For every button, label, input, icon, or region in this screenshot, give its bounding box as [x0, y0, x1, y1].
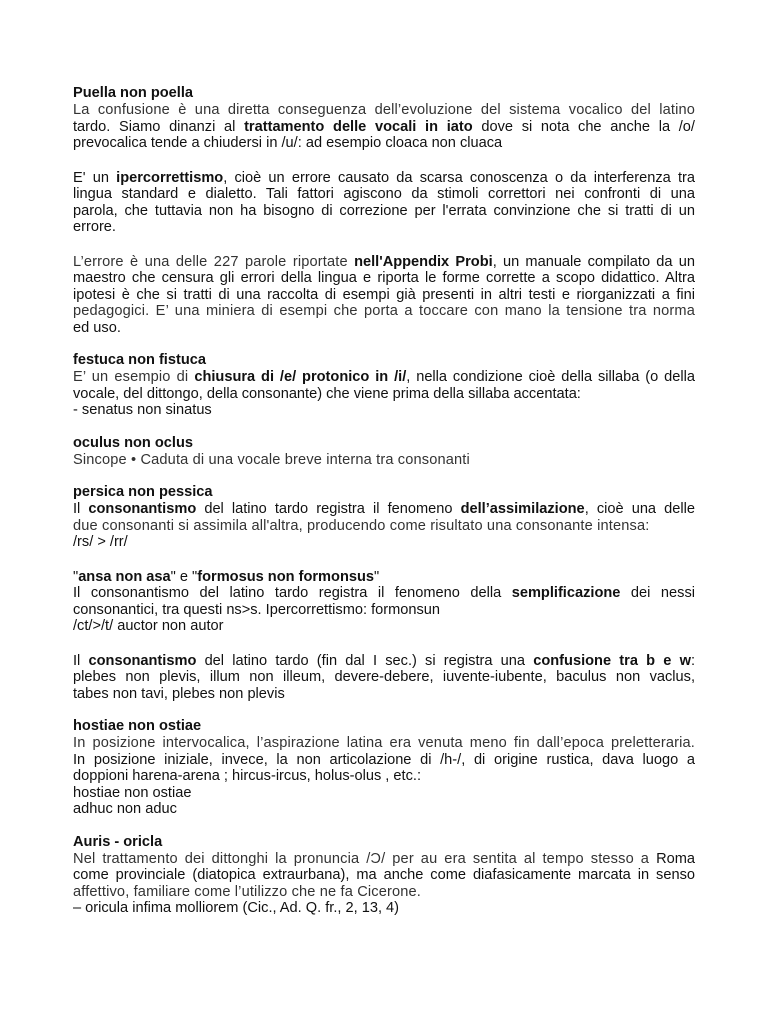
text-line: [73, 669, 695, 686]
text-line: [73, 534, 695, 551]
bold-term: trattamento delle vocali in iato: [244, 118, 473, 135]
text-run: Nel trattamento dei dittonghi la pronuncia /Ɔ/ per au era sentita al tempo stesso a: [73, 850, 657, 867]
text-run: E' un: [73, 169, 117, 186]
paragraph-gap: [73, 152, 695, 170]
text-line: [73, 386, 695, 403]
text-line: [73, 369, 695, 386]
text-line: [73, 686, 695, 703]
text-run: pedagogici. E’ una miniera di esempi che porta a toccare con mano la tensione tra norma: [73, 303, 695, 319]
text-line: [73, 203, 695, 220]
text-line: [73, 119, 695, 136]
text-run: vocale, del dittongo, della consonante) che viene prima della sillaba accentata:: [73, 385, 581, 402]
text-run: :: [690, 652, 695, 669]
text-run: ": [73, 568, 79, 585]
text-run: Il: [73, 501, 89, 517]
section-heading: hostiae non ostiae: [73, 718, 202, 734]
text-run: Il consonantismo del latino tardo registra il fenomeno della: [73, 585, 512, 601]
section: [73, 653, 695, 703]
text-run: , un manuale compilato da un: [492, 253, 695, 270]
paragraph-gap: [73, 336, 695, 352]
text-line: [73, 900, 695, 917]
text-run: consonantici, tra questi ns>s. Ipercorrettismo: formonsun: [73, 601, 441, 618]
text-run: plebes non plevis, illum non illeum, devere-debere, iuvente-iubente, baculus non vaclus,: [73, 669, 695, 685]
text-line: [73, 752, 695, 769]
bold-term: formosus non formonsus: [197, 568, 374, 585]
text-line: [73, 320, 695, 337]
text-run: doppioni harena-arena ; hircus-ircus, holus-olus , etc.:: [73, 768, 421, 784]
section-heading: Puella non poella: [73, 85, 194, 101]
paragraph-gap: [73, 635, 695, 653]
text-line: [73, 851, 695, 868]
section: [73, 834, 695, 917]
section: [73, 254, 695, 337]
paragraph-gap: [73, 468, 695, 484]
text-line: [73, 585, 695, 602]
text-run: due consonanti si assimila all'altra, producendo come risultato una consonante intensa:: [73, 517, 650, 534]
text-run: dove si nota che anche la /o/: [472, 118, 695, 135]
text-line: [73, 452, 695, 469]
text-run: affettivo, familiare come l’utilizzo che ne fa Cicerone.: [73, 883, 421, 900]
section: [73, 718, 695, 818]
text-line: [73, 170, 695, 187]
text-run: ipotesi è che si tratti di una raccolta di esempi già presenti in altri testi e riorganizzati a fini: [73, 286, 695, 303]
text-run: Roma: [656, 850, 695, 867]
bold-term: consonantismo: [88, 501, 197, 517]
text-line: [73, 402, 695, 419]
text-line: [73, 135, 695, 152]
section-heading: oculus non oclus: [73, 434, 193, 451]
bold-term: ansa non asa: [78, 568, 171, 585]
text-run: Il: [73, 652, 89, 669]
text-run: hostiae non ostiae: [73, 784, 192, 801]
paragraph-gap: [73, 702, 695, 718]
paragraph-gap: [73, 551, 695, 569]
bold-term: chiusura di /e/ protonico in /i/: [194, 369, 407, 385]
text-run: del latino tardo (fin dal I sec.) si registra una: [196, 652, 534, 669]
paragraph-gap: [73, 419, 695, 435]
text-run: - senatus non sinatus: [73, 402, 212, 418]
text-line: [73, 287, 695, 304]
text-run: In posizione intervocalica, l’aspirazione latina era venuta meno fin dall’epoca preletteraria.: [73, 735, 695, 751]
text-line: [73, 602, 695, 619]
text-run: La confusione è una diretta conseguenza dell’evoluzione del sistema vocalico del latino: [73, 102, 695, 118]
section: [73, 352, 695, 419]
text-run: L’errore è una delle 227 parole riportate: [73, 253, 355, 270]
text-run: ": [374, 568, 380, 585]
bold-term: semplificazione: [511, 585, 621, 601]
text-line: [73, 270, 695, 287]
text-line: [73, 801, 695, 818]
section: [73, 435, 695, 469]
text-run: Sincope • Caduta di una vocale breve interna tra consonanti: [73, 451, 470, 468]
paragraph-gap: [73, 818, 695, 834]
text-run: In posizione iniziale, invece, la non articolazione di /h-/, di origine rustica, dava luogo a: [73, 751, 695, 768]
text-run: lingua standard e dialetto. Tali fattori agiscono da stimoli correttori nei confronti di una: [73, 186, 695, 202]
text-line: [73, 884, 695, 901]
text-line: [73, 501, 695, 518]
text-line: [73, 254, 695, 271]
section: [73, 569, 695, 635]
text-line: [73, 768, 695, 785]
text-run: E’ un esempio di: [73, 369, 195, 385]
text-line: [73, 569, 695, 586]
bold-term: nell'Appendix Probi: [354, 253, 493, 270]
section: [73, 85, 695, 152]
section-heading: festuca non fistuca: [73, 352, 206, 368]
text-line: [73, 518, 695, 535]
text-run: /ct/>/t/ auctor non autor: [73, 618, 224, 634]
bold-term: confusione tra b e w: [533, 652, 691, 669]
text-run: tardo. Siamo dinanzi al: [73, 118, 245, 135]
text-line: [73, 102, 695, 119]
text-line: [73, 735, 695, 752]
text-line: [73, 186, 695, 203]
text-run: prevocalica tende a chiudersi in /u/: ad esempio cloaca non cluaca: [73, 135, 503, 151]
text-run: – oricula infima molliorem (Cic., Ad. Q. fr., 2, 13, 4): [73, 900, 400, 916]
bold-term: consonantismo: [88, 652, 197, 669]
section-heading: Auris - oricla: [73, 833, 163, 850]
text-run: /rs/ > /rr/: [73, 534, 128, 550]
text-line: [73, 867, 695, 884]
text-run: tabes non tavi, plebes non plevis: [73, 685, 285, 702]
section: [73, 170, 695, 236]
document-body: [73, 85, 695, 917]
text-run: adhuc non aduc: [73, 801, 177, 817]
text-run: errore.: [73, 219, 116, 235]
bold-term: dell’assimilazione: [460, 501, 585, 517]
text-run: ed uso.: [73, 319, 121, 336]
text-line: [73, 618, 695, 635]
section: [73, 484, 695, 551]
text-run: del latino tardo registra il fenomeno: [196, 501, 461, 517]
text-run: dei nessi: [620, 585, 696, 601]
section-heading: persica non pessica: [73, 484, 213, 500]
text-run: come provinciale (diatopica extraurbana), ma anche come diafasicamente marcata in senso: [73, 867, 695, 883]
text-line: [73, 785, 695, 802]
text-run: parola, che tuttavia non ha bisogno di correzione per l'errata convinzione che si tratti di un: [73, 202, 695, 219]
bold-term: ipercorrettismo: [116, 169, 224, 186]
text-run: maestro che censura gli errori della lingua e riporta le forme corrette a scopo didattico. Altra: [73, 270, 695, 286]
text-run: , nella condizione cioè della sillaba (o della: [406, 369, 695, 385]
text-run: , cioè una delle: [584, 501, 695, 517]
text-line: [73, 219, 695, 236]
text-line: [73, 653, 695, 670]
text-run: , cioè un errore causato da scarsa conoscenza o da interferenza tra: [223, 169, 696, 186]
text-run: " e ": [170, 568, 198, 585]
paragraph-gap: [73, 236, 695, 254]
text-line: [73, 303, 695, 320]
